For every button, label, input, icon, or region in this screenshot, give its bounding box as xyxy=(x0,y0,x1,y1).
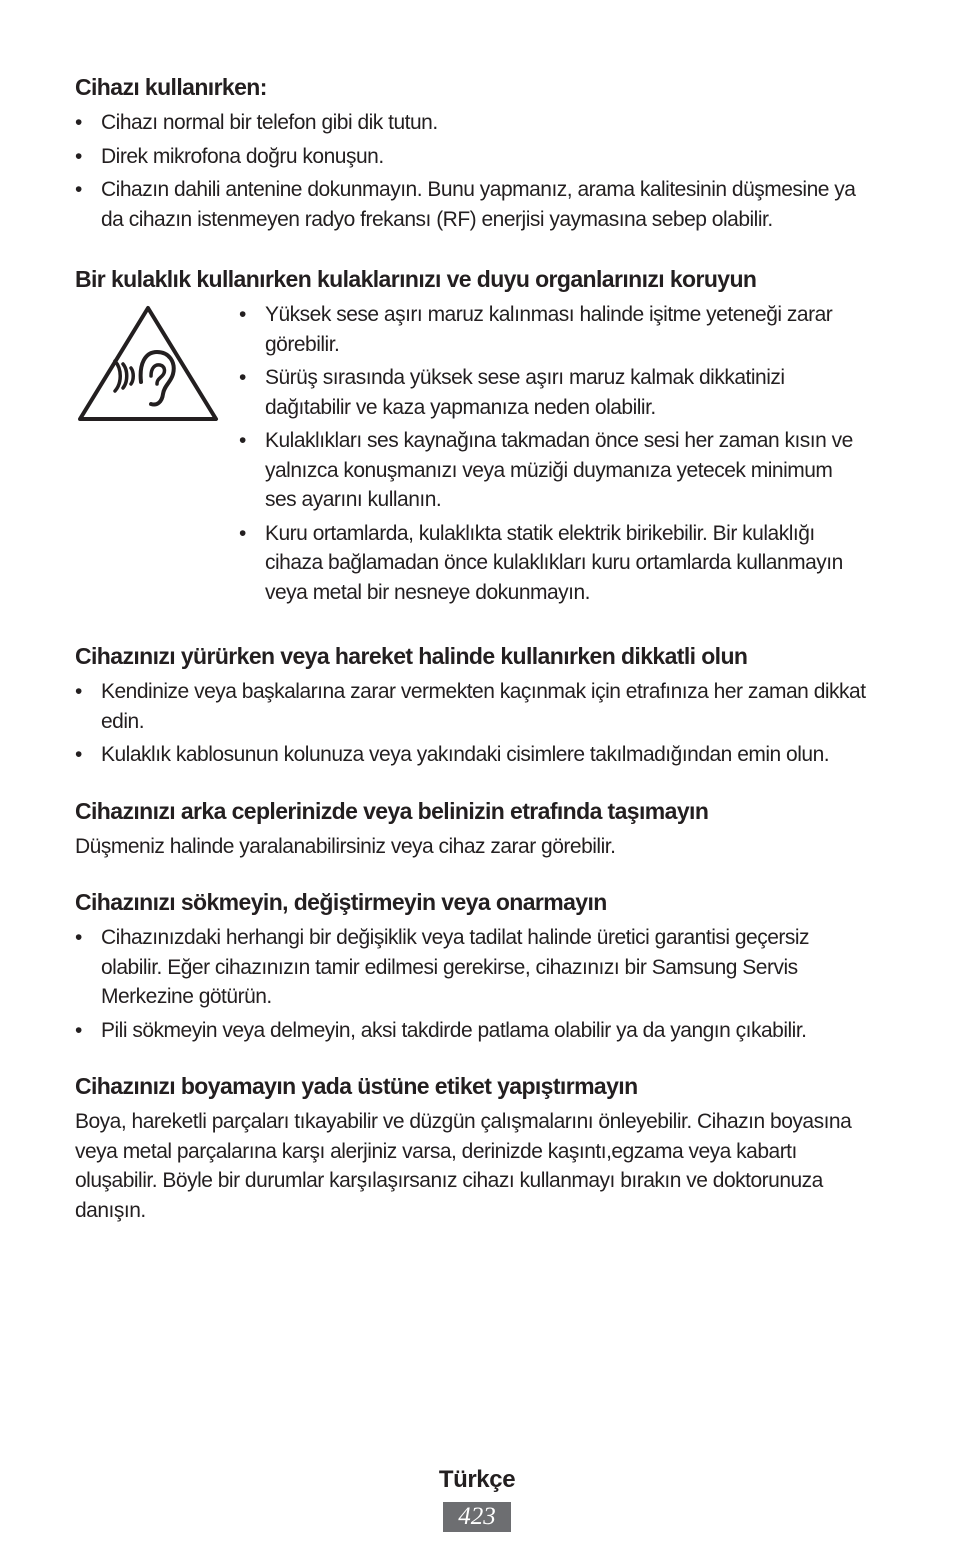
section-heading: Cihazı kullanırken: xyxy=(75,74,267,100)
hearing-warning-block xyxy=(75,300,875,611)
section-using-device xyxy=(75,72,875,234)
hearing-warning-icon xyxy=(75,302,221,426)
bullet-list xyxy=(75,108,875,234)
section-protect-hearing xyxy=(75,264,875,611)
section-heading: Cihazınızı yürürken veya hareket halinde kullanırken dikkatli olun xyxy=(75,643,748,669)
list-item: • Cihazı normal bir telefon gibi dik tutun. xyxy=(75,108,875,138)
section-body: Düşmeniz halinde yaralanabilirsiniz veya cihaz zarar görebilir. xyxy=(75,834,616,858)
list-item: • Sürüş sırasında yüksek sese aşırı maruz kalmak dikkatinizi dağıtabilir ve kaza yapmanıza neden olabilir. xyxy=(239,363,859,422)
bullet-list xyxy=(75,923,875,1045)
section-heading: Cihazınızı boyamayın yada üstüne etiket yapıştırmayın xyxy=(75,1073,638,1099)
list-item: • Kulaklıkları ses kaynağına takmadan önce sesi her zaman kısın ve yalnızca konuşmanızı veya müziği duymanıza yetecek minimum ses ayarını kullanın. xyxy=(239,426,859,515)
section-paint-stickers xyxy=(75,1071,875,1225)
section-walking xyxy=(75,641,875,770)
list-item: • Cihazınızdaki herhangi bir değişiklik veya tadilat halinde üretici garantisi geçersiz olabilir. Eğer cihazınızın tamir edilmesi gerekirse, cihazınızı bir Samsung Servis Merkezine götürün. xyxy=(75,923,875,1012)
bullet-list xyxy=(239,300,859,611)
footer-language: Türkçe xyxy=(438,1466,516,1493)
list-item: • Kuru ortamlarda, kulaklıkta statik elektrik birikebilir. Bir kulaklığı cihaza bağlamadan önce kulaklıkları kuru ortamlarda kullanmayın veya metal bir nesneye dokunmayın. xyxy=(239,519,859,608)
list-item: • Pili sökmeyin veya delmeyin, aksi takdirde patlama olabilir ya da yangın çıkabilir. xyxy=(75,1016,875,1046)
section-disassemble xyxy=(75,887,875,1045)
section-body: Boya, hareketli parçaları tıkayabilir ve düzgün çalışmalarını önleyebilir. Cihazın boyasına veya metal parçalarına karşı alerjiniz varsa, derinizde kaşıntı,egzama veya kabartı oluşabilir. Böyle bir durumlar karşılaşırsanız cihazı kullanmayı bırakın ve doktorunuza danışın. xyxy=(75,1110,852,1222)
section-back-pockets xyxy=(75,796,875,862)
document-page xyxy=(75,72,875,1225)
list-item: • Cihazın dahili antenine dokunmayın. Bunu yapmanız, arama kalitesinin düşmesine ya da cihazın istenmeyen radyo frekansı (RF) enerjisi yaymasına sebep olabilir. xyxy=(75,175,875,234)
page-footer xyxy=(0,1462,954,1532)
bullet-list xyxy=(75,677,875,770)
list-item: • Kendinize veya başkalarına zarar vermekten kaçınmak için etrafınıza her zaman dikkat edin. xyxy=(75,677,875,736)
list-item: • Kulaklık kablosunun kolunuza veya yakındaki cisimlere takılmadığından emin olun. xyxy=(75,740,875,770)
section-heading: Cihazınızı sökmeyin, değiştirmeyin veya onarmayın xyxy=(75,889,607,915)
section-heading: Cihazınızı arka ceplerinizde veya belinizin etrafında taşımayın xyxy=(75,797,709,824)
section-heading: Bir kulaklık kullanırken kulaklarınızı ve duyu organlarınızı koruyun xyxy=(75,266,757,292)
list-item: • Direk mikrofona doğru konuşun. xyxy=(75,142,875,172)
list-item: • Yüksek sese aşırı maruz kalınması halinde işitme yeteneği zarar görebilir. xyxy=(239,300,859,359)
page-number-badge: 423 xyxy=(443,1502,511,1532)
